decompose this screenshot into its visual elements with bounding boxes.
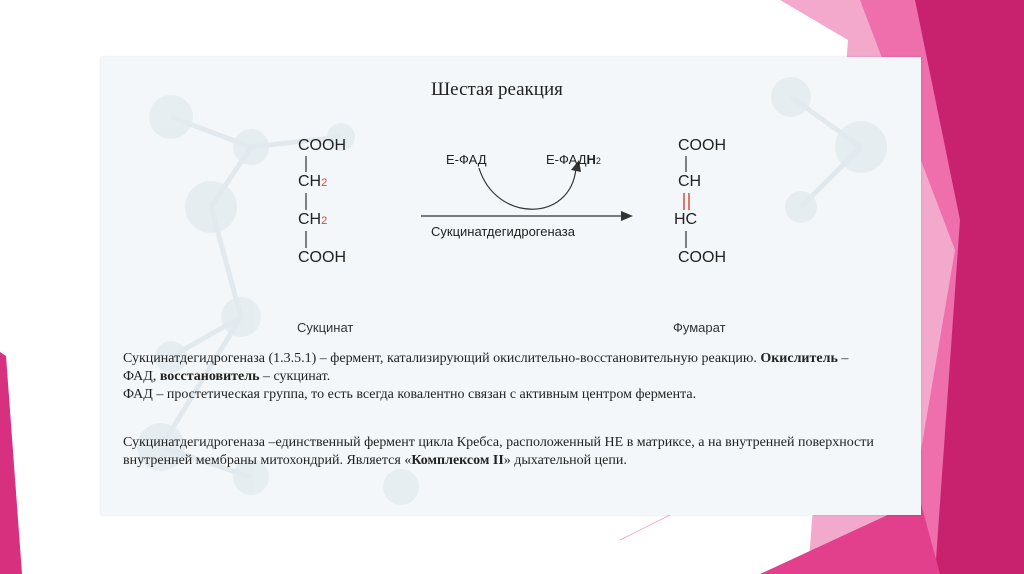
cofactor-arrow (479, 168, 576, 209)
paragraph-enzyme (123, 350, 883, 404)
formula-atom: CH (298, 173, 322, 190)
bold-complex: Комплексом II (411, 453, 504, 468)
text-span: – сукцинат. (259, 369, 331, 384)
text-span: – ФАД, (123, 351, 849, 384)
formula-line: COOH (678, 137, 726, 154)
cofactor-out-text: Е-ФАД (546, 152, 587, 167)
paragraph-fad: ФАД – простетическая группа, то есть всегда ковалентно связан с активным центром фермента. (123, 387, 697, 402)
formula-line: COOH (298, 249, 346, 266)
substrate-caption: Сукцинат (297, 320, 354, 335)
text-span: Сукцинатдегидрогеназа (1.3.5.1) – фермент, катализирующий окислительно-восстановительную реакцию. (123, 351, 761, 366)
cofactor-out-subscript: 2 (595, 156, 601, 166)
cofactor-out-h: H (586, 152, 596, 167)
formula-atom: CH (298, 211, 322, 228)
formula-line: COOH (298, 137, 346, 154)
paragraph-complex (123, 434, 883, 470)
bold-oxidizer: Окислитель (760, 351, 838, 366)
enzyme-label: Сукцинатдегидрогеназа (431, 224, 575, 239)
cofactor-out-label (546, 152, 601, 167)
formula-subscript: 2 (321, 177, 328, 189)
content-card (101, 57, 921, 515)
formula-line: CH (678, 173, 702, 190)
paragraph-complex-text (123, 434, 883, 470)
formula-line: COOH (678, 249, 726, 266)
cofactor-in-label: Е-ФАД (446, 152, 487, 167)
formula-subscript: 2 (321, 215, 328, 227)
paragraph-oxidation (123, 350, 883, 386)
product-caption: Фумарат (673, 320, 726, 335)
reaction-scheme (291, 138, 751, 338)
formula-line: HC (674, 211, 698, 228)
text-span: » дыхательной цепи. (503, 453, 627, 468)
slide-title: Шестая реакция (431, 79, 563, 100)
text-span: Сукцинатдегидрогеназа –единственный фермент цикла Кребса, расположенный НЕ в матриксе, а на внутренней поверхности внутренней мембраны митохондрий. Является « (123, 435, 874, 468)
bold-reducer: восстановитель (159, 369, 260, 384)
